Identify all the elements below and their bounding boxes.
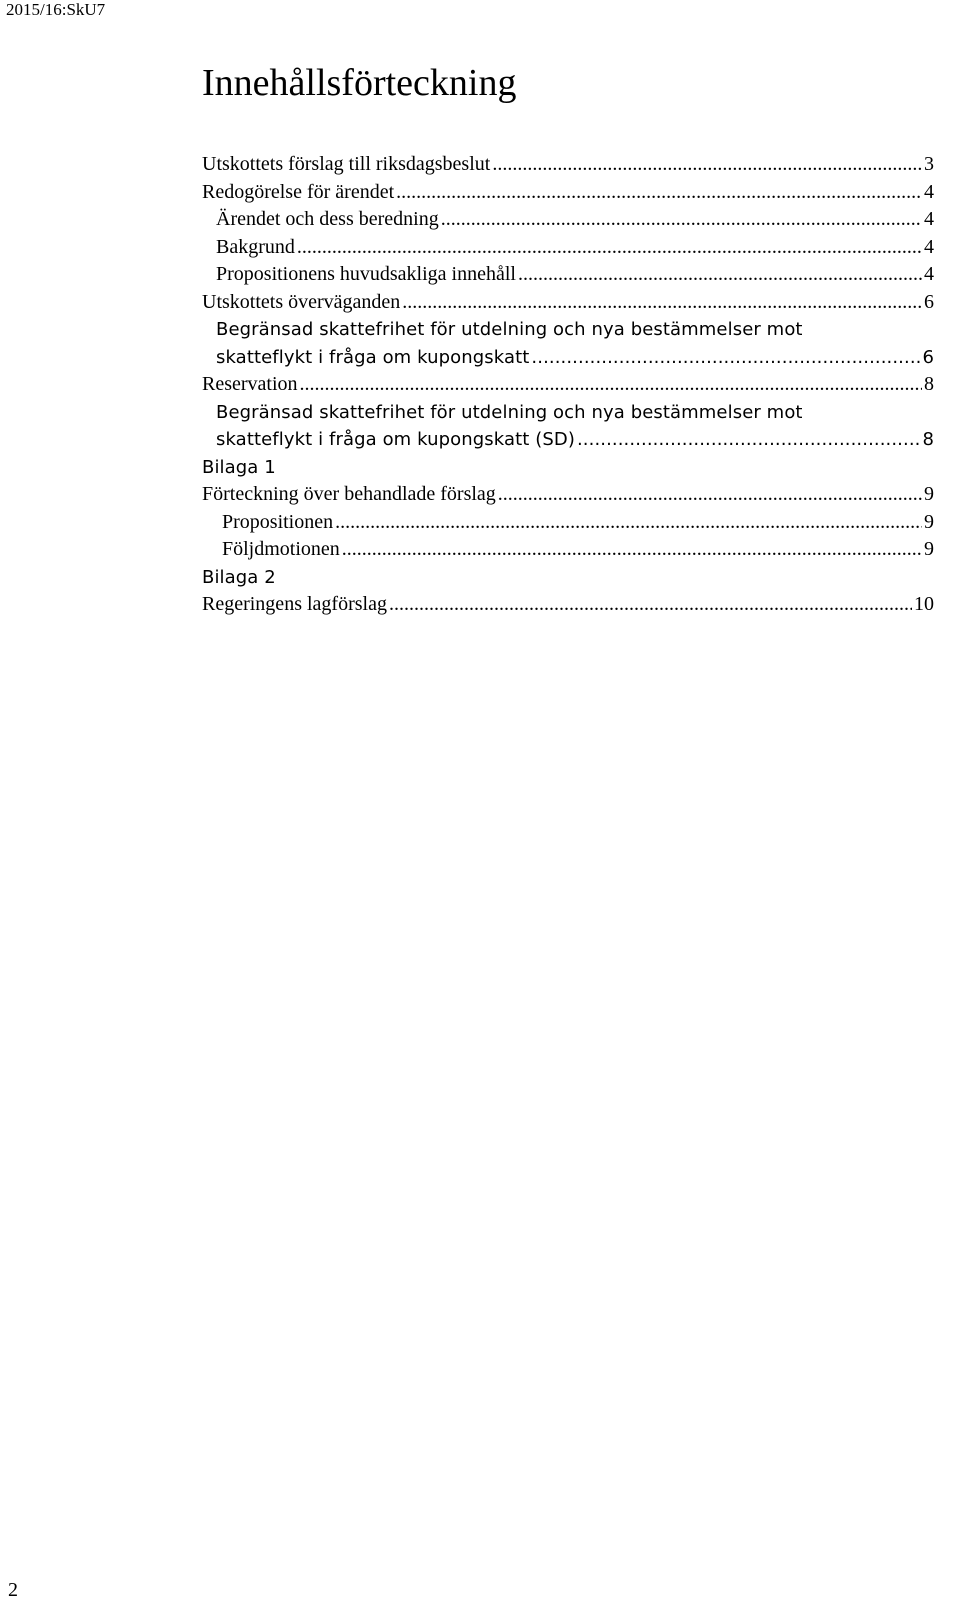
toc-dot-leader xyxy=(335,509,922,537)
toc-dot-leader xyxy=(389,591,912,619)
toc-dot-leader xyxy=(441,206,922,234)
toc-entry[interactable] xyxy=(202,206,934,234)
toc-entry[interactable] xyxy=(202,399,934,427)
toc-entry[interactable] xyxy=(202,509,934,537)
toc-entry-page: 9 xyxy=(924,538,934,560)
toc-entry-page: 4 xyxy=(924,235,934,258)
toc-entry-page: 4 xyxy=(924,208,934,230)
toc-entry[interactable] xyxy=(202,536,934,564)
toc-entry-page: 8 xyxy=(922,429,934,450)
document-reference: 2015/16:SkU7 xyxy=(6,0,106,19)
toc-entry[interactable] xyxy=(202,316,934,344)
toc-entry-page: 10 xyxy=(914,593,934,615)
toc-entry-label: Begränsad skattefrihet för utdelning och nya bestämmelser mot xyxy=(216,319,803,340)
toc-entry-page: 9 xyxy=(924,510,934,533)
toc-entry-label: Ärendet och dess beredning xyxy=(216,208,439,230)
toc-entry[interactable] xyxy=(202,151,934,179)
toc-entry-label: Propositionen xyxy=(222,510,334,533)
toc-entry[interactable] xyxy=(202,591,934,619)
toc-entry[interactable] xyxy=(202,234,934,262)
toc-entry-label: Bilaga 2 xyxy=(202,566,276,588)
toc-entry[interactable] xyxy=(202,454,934,482)
toc-entry[interactable] xyxy=(202,344,934,372)
toc-entry[interactable] xyxy=(202,564,934,592)
toc-entry[interactable] xyxy=(202,371,934,399)
toc-entry-page: 6 xyxy=(924,290,934,313)
toc-entry-page: 4 xyxy=(924,263,934,285)
toc-dot-leader xyxy=(577,426,920,454)
toc-dot-leader xyxy=(498,481,922,509)
toc-entry-label: skatteflykt i fråga om kupongskatt xyxy=(216,346,530,368)
toc-entry-label: Utskottets förslag till riksdagsbeslut xyxy=(202,153,491,175)
toc-entry[interactable] xyxy=(202,179,934,207)
toc-dot-leader xyxy=(342,536,922,564)
toc-entry-page: 8 xyxy=(924,373,934,395)
toc-dot-leader xyxy=(402,289,922,317)
page-number: 2 xyxy=(8,1579,18,1601)
toc-dot-leader xyxy=(531,344,920,372)
toc-entry-page: 6 xyxy=(922,346,934,368)
toc-entry-page: 4 xyxy=(924,180,934,203)
toc-entry[interactable] xyxy=(202,426,934,454)
toc-dot-leader xyxy=(518,261,922,289)
toc-dot-leader xyxy=(297,234,922,262)
toc-entry-page: 9 xyxy=(924,483,934,505)
toc-entry-label: Bilaga 1 xyxy=(202,456,276,478)
toc-entry-label: Utskottets överväganden xyxy=(202,290,401,313)
toc-entry-label: Redogörelse för ärendet xyxy=(202,180,395,203)
toc-entry-label: Begränsad skattefrihet för utdelning och nya bestämmelser mot xyxy=(216,401,803,423)
toc-entry-label: Följdmotionen xyxy=(222,538,340,560)
toc-entry[interactable] xyxy=(202,481,934,509)
toc-entry[interactable] xyxy=(202,289,934,317)
toc-entry-label: Regeringens lagförslag xyxy=(202,593,387,615)
toc-entry[interactable] xyxy=(202,261,934,289)
table-of-contents xyxy=(202,151,934,619)
toc-dot-leader xyxy=(300,371,922,399)
toc-entry-label: skatteflykt i fråga om kupongskatt (SD) xyxy=(216,429,575,450)
toc-entry-page: 3 xyxy=(924,153,934,175)
toc-dot-leader xyxy=(396,179,922,207)
toc-entry-label: Förteckning över behandlade förslag xyxy=(202,483,496,505)
toc-dot-leader xyxy=(492,151,922,179)
page-title: Innehållsförteckning xyxy=(202,62,517,104)
toc-entry-label: Bakgrund xyxy=(216,235,295,258)
toc-entry-label: Propositionens huvudsakliga innehåll xyxy=(216,263,516,285)
toc-entry-label: Reservation xyxy=(202,373,298,395)
